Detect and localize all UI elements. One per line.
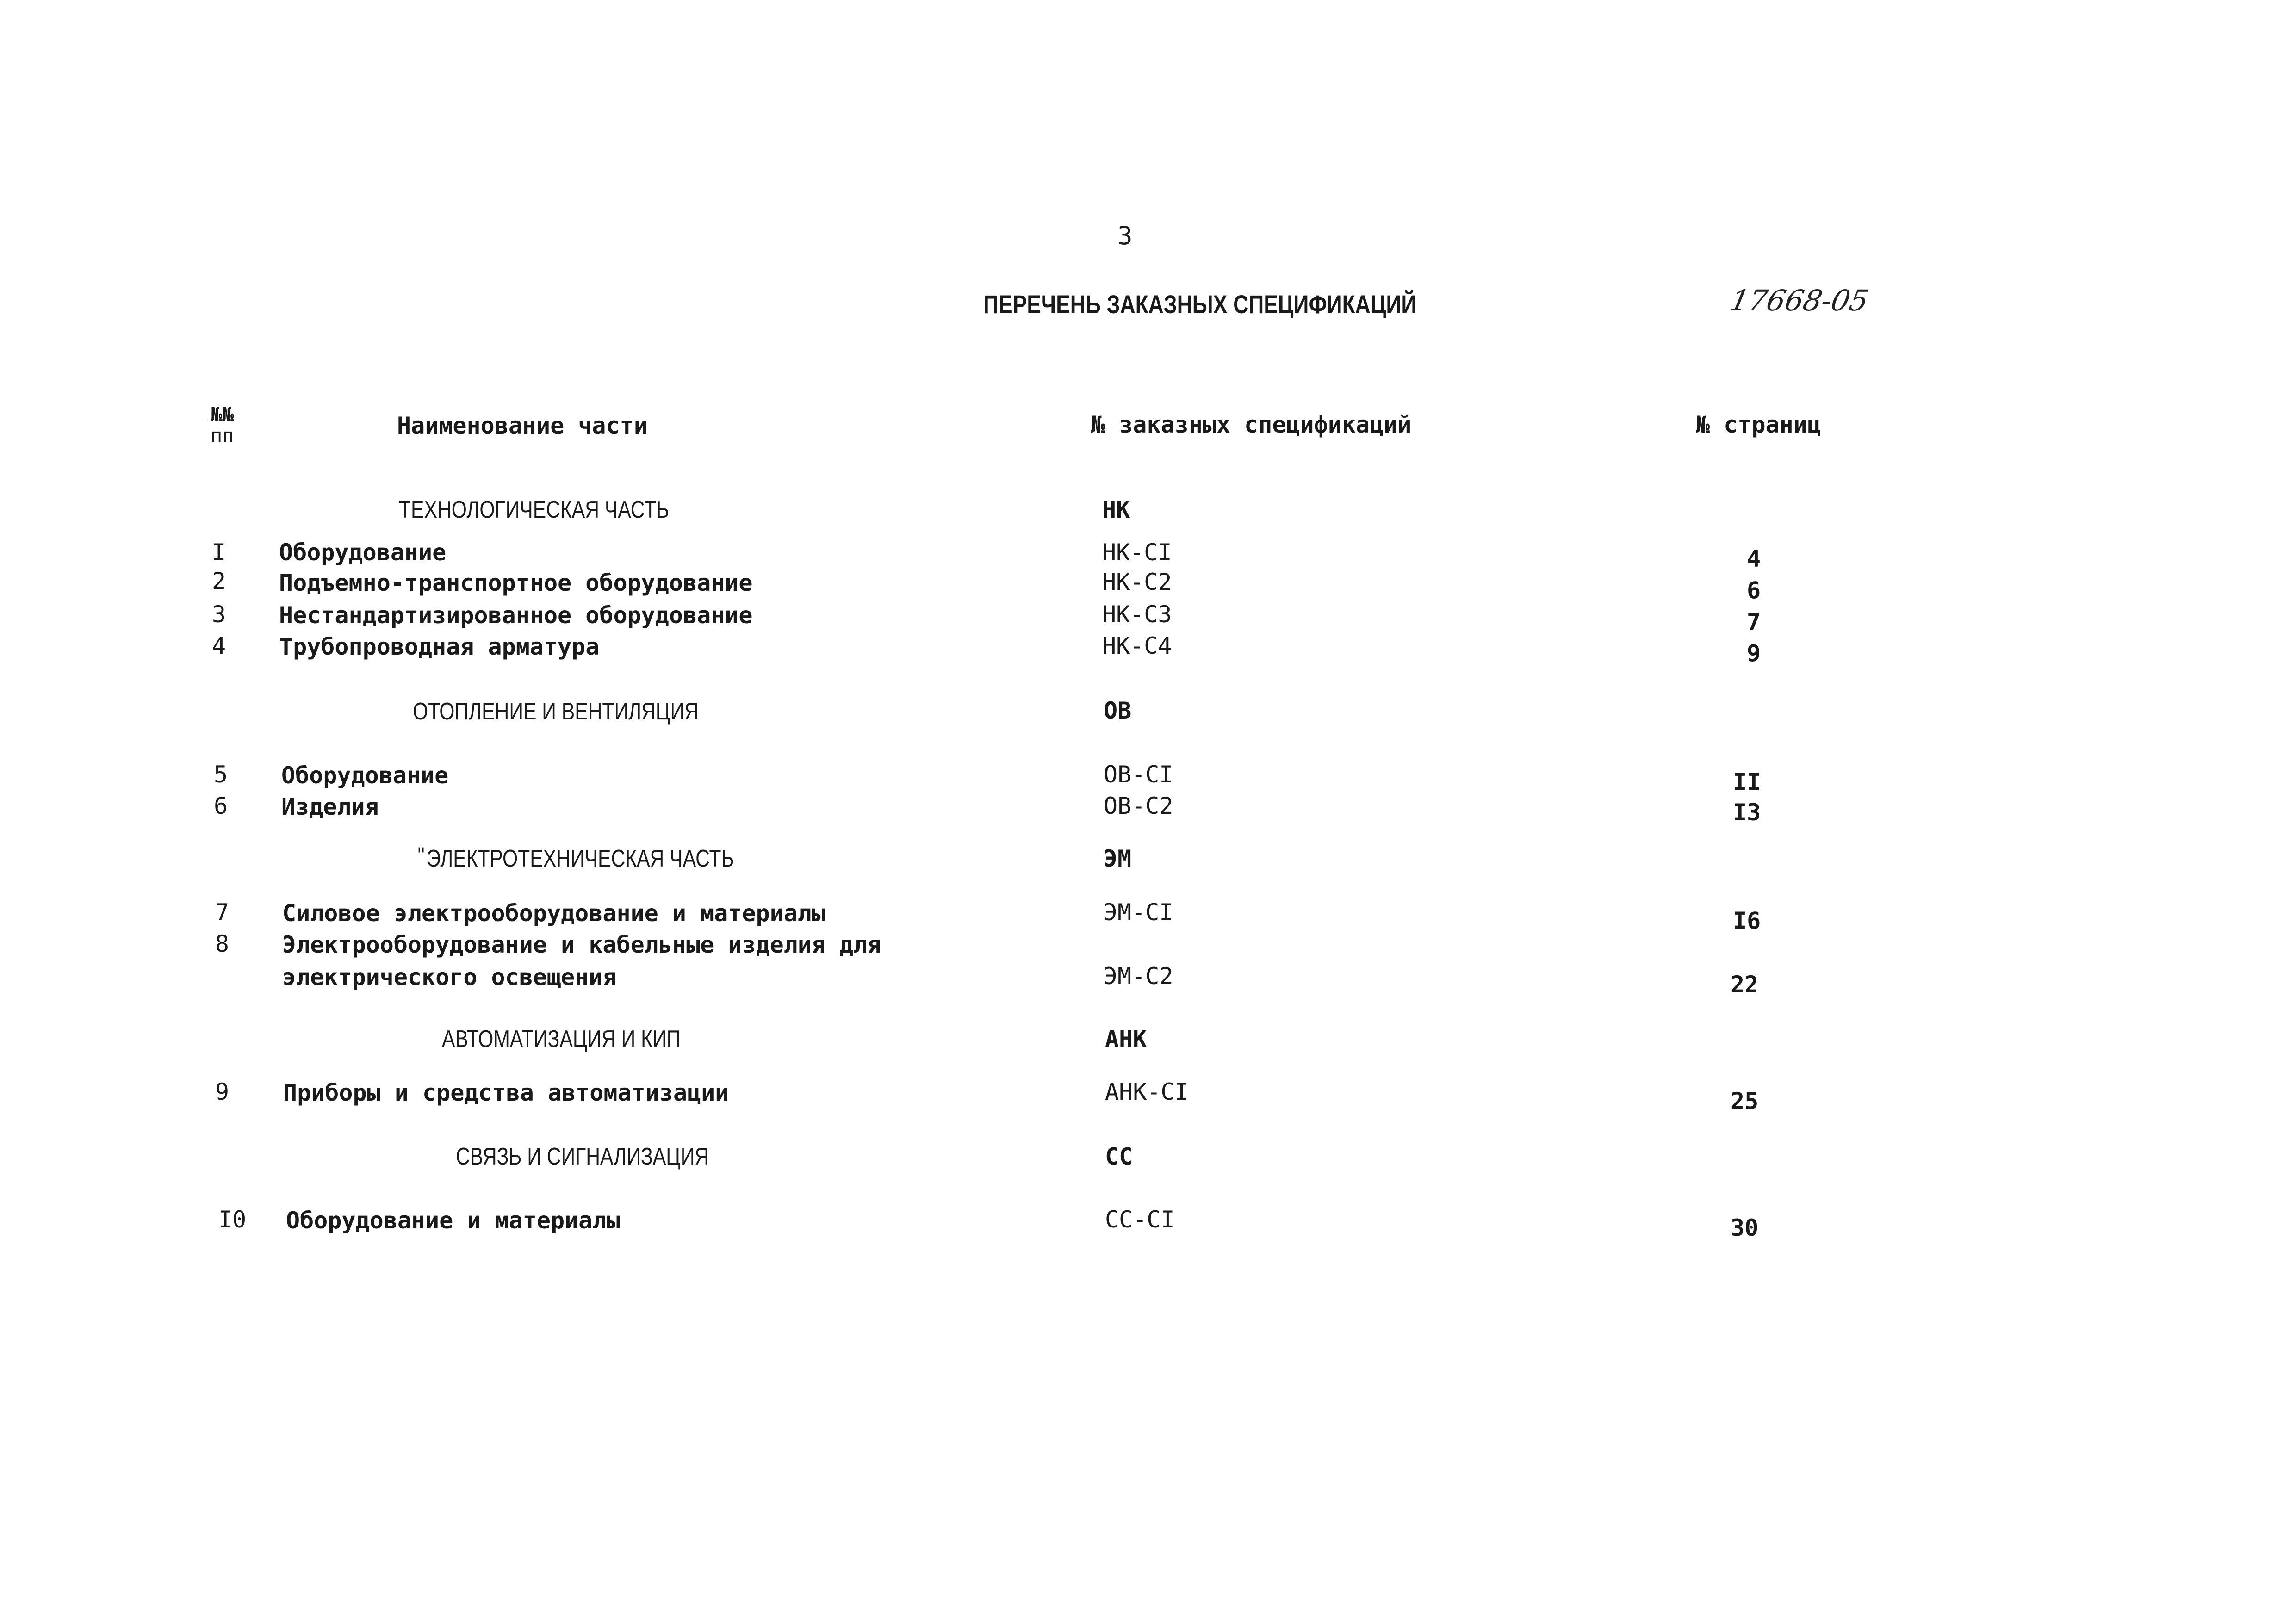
row-name: Подъемно-транспортное оборудование [279,570,753,596]
row-name: Трубопроводная арматура [279,633,600,660]
row-name: Изделия [281,793,379,820]
row-name-continued: электрического освещения [282,964,617,991]
row-number: 9 [215,1078,230,1105]
row-spec: ОВ-СI [1104,761,1173,788]
header-number-line1: №№ [211,403,234,426]
row-name: Электрооборудование и кабельные изделия для [282,931,881,958]
section-title: ТЕХНОЛОГИЧЕСКАЯ ЧАСТЬ [399,496,670,523]
row-name: Приборы и средства автоматизации [283,1079,729,1106]
section-code: ЭМ [1104,845,1132,872]
header-page-number: № страниц [1696,411,1821,438]
row-number: 6 [214,793,228,819]
row-page: I3 [1733,799,1761,826]
header-name: Наименование части [397,412,648,439]
row-page: 7 [1747,608,1761,635]
row-number: I0 [218,1206,247,1233]
row-name: Силовое электрооборудование и материалы [282,900,825,927]
row-number: 7 [215,899,230,926]
section-title: СВЯЗЬ И СИГНАЛИЗАЦИЯ [456,1143,709,1170]
row-name: Нестандартизированное оборудование [279,602,753,629]
section-code: НК [1102,496,1130,523]
row-spec: АНК-СI [1105,1078,1189,1105]
row-number: 8 [215,930,230,957]
row-spec: ЭМ-СI [1104,899,1173,926]
row-page: 4 [1747,545,1761,572]
page-title: ПЕРЕЧЕНЬ ЗАКАЗНЫХ СПЕЦИФИКАЦИЙ [983,290,1417,319]
row-page: 25 [1731,1088,1759,1115]
document-code: 17668-05 [1727,284,1872,317]
row-page: 9 [1747,640,1761,667]
row-page: 6 [1747,577,1761,604]
section-title: ЭЛЕКТРОТЕХНИЧЕСКАЯ ЧАСТЬ [427,845,734,872]
row-spec: СС-СI [1105,1206,1175,1233]
row-name: Оборудование [279,539,447,566]
row-page: II [1733,768,1761,795]
row-spec: НК-С4 [1102,632,1172,659]
row-spec: ЭМ-С2 [1104,963,1173,990]
row-name: Оборудование и материалы [286,1207,621,1234]
header-spec-number: № заказных спецификаций [1091,411,1412,438]
row-page: 30 [1731,1214,1759,1241]
row-number: 4 [212,632,226,659]
row-number: 3 [212,601,226,628]
row-name: Оборудование [281,762,449,789]
row-page: I6 [1733,907,1761,934]
page-number: 3 [1117,221,1133,250]
row-number: 2 [212,568,226,595]
row-number: I [212,539,226,566]
section-title: АВТОМАТИЗАЦИЯ И КИП [442,1026,681,1053]
row-spec: НК-С3 [1102,601,1172,628]
section-code: ОВ [1104,697,1132,724]
header-number-line2: пп [211,424,234,447]
row-page: 22 [1731,971,1759,998]
section-code: СС [1105,1143,1133,1170]
section-mark: " [416,844,427,866]
row-number: 5 [214,761,228,788]
section-code: АНК [1105,1026,1147,1053]
row-spec: НК-С2 [1102,569,1172,595]
section-title: ОТОПЛЕНИЕ И ВЕНТИЛЯЦИЯ [413,698,699,725]
row-spec: ОВ-С2 [1104,793,1173,819]
row-spec: НК-СI [1102,539,1172,566]
